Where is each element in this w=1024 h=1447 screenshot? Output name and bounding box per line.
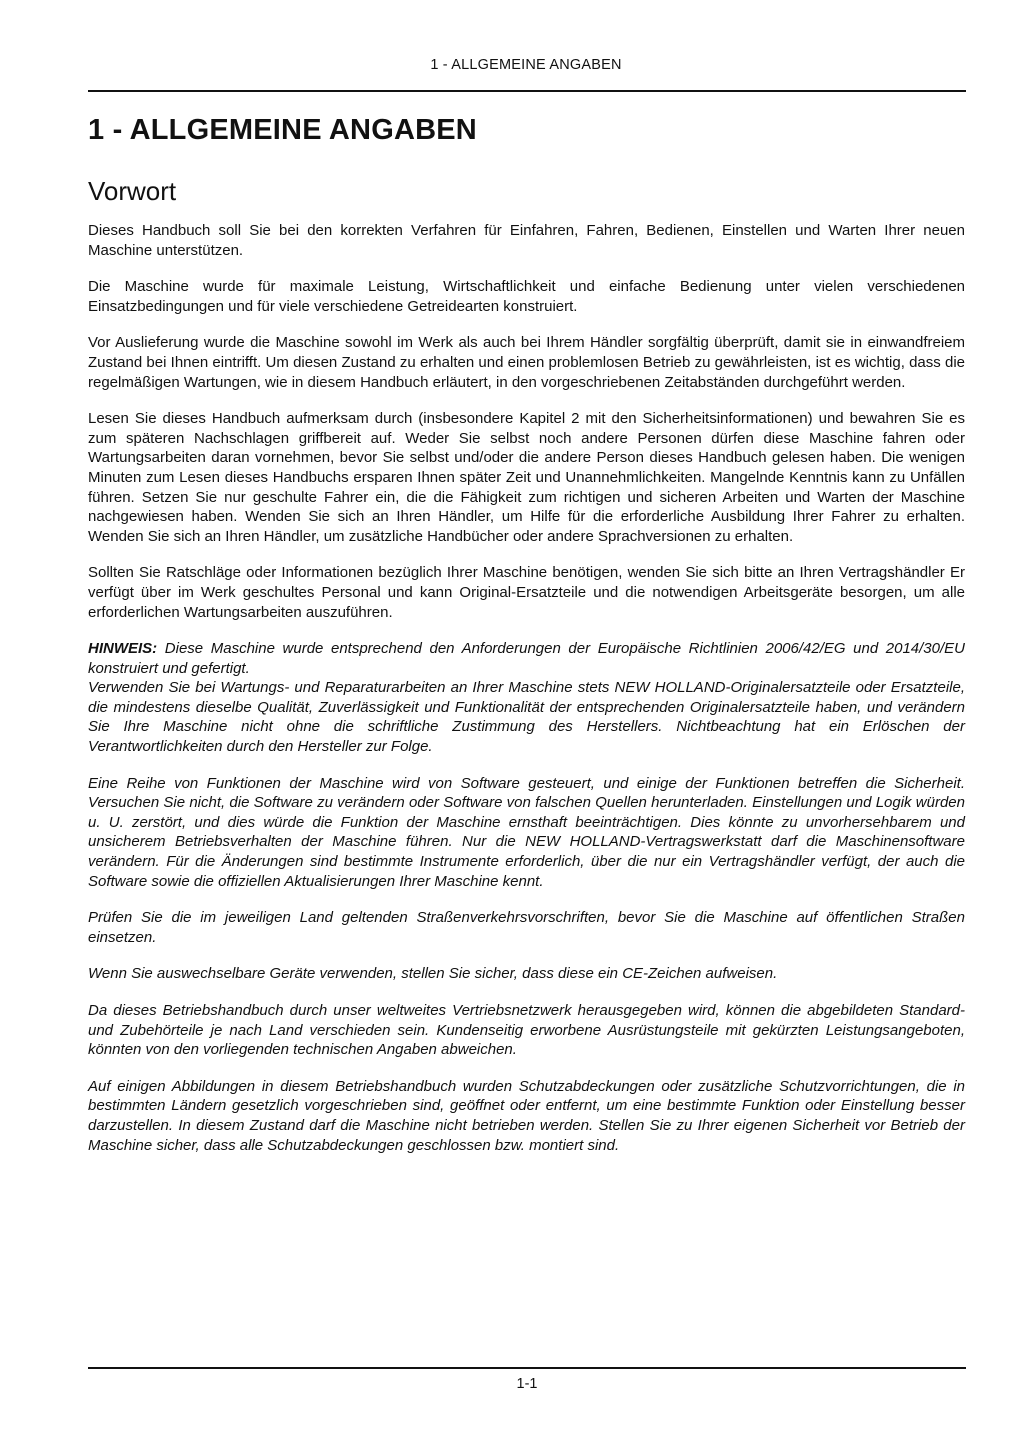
note-paragraph-software: Eine Reihe von Funktionen der Maschine wird von Software gesteuert, und einige der Funktionen betreffen die Sicherheit. Versuchen Sie nicht, die Software zu verändern oder Software von falschen Quellen herunterladen. Einstellungen und Logik würden u. U. zerstört, und dies würde die Funktion der Maschine ernsthaft beeinträchtigen. Dies könnte zu unvorhersehbarem und unsicherem Betriebsverhalten der Maschine führen. Nur die NEW HOLLAND-Vertragswerkstatt darf die Maschinensoftware verändern. Für die Änderungen sind bestimmte Instrumente erforderlich, über die nur ein Vertragshändler verfügt, der auch die Software sowie die offiziellen Aktualisierungen Ihrer Maschine kennt.	[88, 774, 965, 890]
note-paragraph-ce-mark: Wenn Sie auswechselbare Geräte verwenden, stellen Sie sicher, dass diese ein CE-Zeichen aufweisen.	[88, 965, 778, 983]
running-header: 1 - ALLGEMEINE ANGABEN	[430, 57, 622, 73]
paragraph-dealer-support: Sollten Sie Ratschläge oder Informationen bezüglich Ihrer Maschine benötigen, wenden Sie sich bitte an Ihren Vertragshändler Er verfügt über im Werk geschultes Personal und kann Original-Ersatzteile und die notwendigen Arbeitsgeräte besorgen, um alle erforderlichen Wartungsarbeiten auszuführen.	[88, 564, 965, 621]
body-text	[88, 221, 965, 1172]
note-lead-text: Diese Maschine wurde entsprechend den Anforderungen der Europäische Richtlinien 2006/42/EG und 2014/30/EU konstruiert und gefertigt.	[88, 640, 966, 677]
paragraph-handbook-purpose: Dieses Handbuch soll Sie bei den korrekten Verfahren für Einfahren, Fahren, Bedienen, Einstellen und Warten Ihrer neuen Maschine unterstützen.	[88, 222, 965, 259]
chapter-title: 1 - ALLGEMEINE ANGABEN	[88, 114, 477, 146]
note-lead-paragraph	[88, 639, 965, 678]
note-paragraph-distribution: Da dieses Betriebshandbuch durch unser weltweites Vertriebsnetzwerk herausgegeben wird, können die abgebildeten Standard- und Zubehörteile je nach Land verschieden sein. Kundenseitig erworbene Ausrüstungsteile mit gekürzten Leistungsangeboten, könnten von den vorliegenden technischen Angaben abweichen.	[88, 1002, 965, 1059]
note-paragraph-guards: Auf einigen Abbildungen in diesem Betriebshandbuch wurden Schutzabdeckungen oder zusätzliche Schutzvorrichtungen, die in bestimmten Ländern gesetzlich vorgeschrieben sind, geöffnet oder entfernt, um eine bestimmte Funktion oder Einstellung besser darzustellen. In diesem Zustand darf die Maschine nicht betrieben werden. Stellen Sie zu Ihrer eigenen Sicherheit vor Betrieb der Maschine sicher, dass alle Schutzabdeckungen geschlossen bzw. montiert sind.	[88, 1077, 965, 1154]
footer-rule	[88, 1367, 966, 1369]
paragraph-delivery-inspection: Vor Auslieferung wurde die Maschine sowohl im Werk als auch bei Ihrem Händler sorgfältig überprüft, damit sie in einwandfreiem Zustand bei Ihnen eintrifft. Um diesen Zustand zu erhalten und einen problemlosen Betrieb zu gewährleisten, ist es wichtig, dass die regelmäßigen Wartungen, wie in diesem Handbuch erläutert, in den vorgeschriebenen Zeitabständen durchgeführt werden.	[88, 334, 965, 391]
note-paragraph-spare-parts: Verwenden Sie bei Wartungs- und Reparaturarbeiten an Ihrer Maschine stets NEW HOLLAND-Originalersatzteile oder Ersatzteile, die mindestens dieselbe Qualität, Zuverlässigkeit und Funktionalität der entsprechenden Originalersatzteile haben, und verändern Sie Ihre Maschine nicht ohne die schriftliche Zustimmung des Herstellers. Nichtbeachtung hat ein Erlöschen der Verantwortlichkeiten durch den Hersteller zur Folge.	[88, 679, 965, 756]
paragraph-read-manual: Lesen Sie dieses Handbuch aufmerksam durch (insbesondere Kapitel 2 mit den Sicherheitsinformationen) und bewahren Sie es zum späteren Nachschlagen griffbereit auf. Weder Sie selbst noch andere Personen dürfen diese Maschine fahren oder Wartungsarbeiten daran vornehmen, bevor Sie selbst und/oder die andere Person dieses Handbuch gelesen haben. Die wenigen Minuten zum Lesen dieses Handbuchs ersparen Ihnen später Zeit und Unannehmlichkeiten. Mangelnde Kenntnis kann zu Unfällen führen. Setzen Sie nur geschulte Fahrer ein, die die Fähigkeit zum richtigen und sicheren Arbeiten und Warten der Maschine nachgewiesen haben. Wenden Sie sich an Ihren Händler, um Hilfe für die erforderliche Ausbildung Ihrer Fahrer zu erhalten. Wenden Sie sich an Ihren Händler, um zusätzliche Handbücher oder andere Sprachversionen zu erhalten.	[88, 410, 965, 545]
header-rule	[88, 90, 966, 92]
paragraph-machine-design: Die Maschine wurde für maximale Leistung, Wirtschaftlichkeit und einfache Bedienung unter vielen verschiedenen Einsatzbedingungen und für viele verschiedene Getreidearten konstruiert.	[88, 278, 965, 315]
note-label: HINWEIS:	[88, 640, 158, 658]
note-paragraph-traffic-rules: Prüfen Sie die im jeweiligen Land geltenden Straßenverkehrsvorschriften, bevor Sie die Maschine auf öffentlichen Straßen einsetzen.	[88, 909, 965, 946]
page-number: 1-1	[516, 1376, 538, 1392]
section-title: Vorwort	[88, 176, 177, 206]
